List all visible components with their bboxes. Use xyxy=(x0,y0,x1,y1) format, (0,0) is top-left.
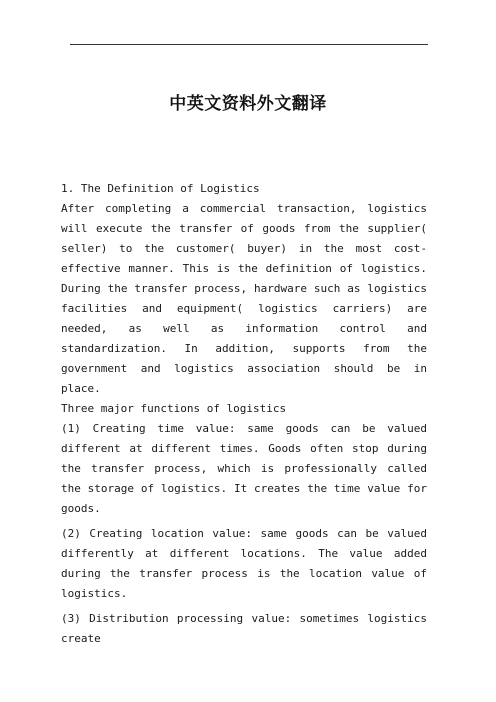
functions-heading: Three major functions of logistics xyxy=(61,402,287,415)
function-time-paragraph: (1) Creating time value: same goods can be valued different at different times. Goods often stop during the transfer process, which is professionally called the storage of logistics. It creates the time value for goods. xyxy=(61,422,427,515)
function-location-paragraph: (2) Creating location value: same goods can be valued differently at different locations. The value added during the transfer process is the location value of logistics. xyxy=(61,527,427,600)
header-rule xyxy=(70,44,428,45)
section-heading: 1. The Definition of Logistics xyxy=(61,182,260,195)
document-title: 中英文资料外文翻译 xyxy=(169,94,327,114)
definition-paragraph: After completing a commercial transaction, logistics will execute the transfer of goods from the supplier( seller) to the customer( buyer) in the most cost-effective manner. This is the definition of logistics. During the transfer process, hardware such as logistics facilities and equipment( logistics carriers) are needed, as well as information control and standardization. In addition, supports from the government and logistics association should be in place. xyxy=(61,202,427,395)
function-distribution-paragraph: (3) Distribution processing value: sometimes logistics create xyxy=(61,612,427,645)
document-body xyxy=(61,179,427,649)
